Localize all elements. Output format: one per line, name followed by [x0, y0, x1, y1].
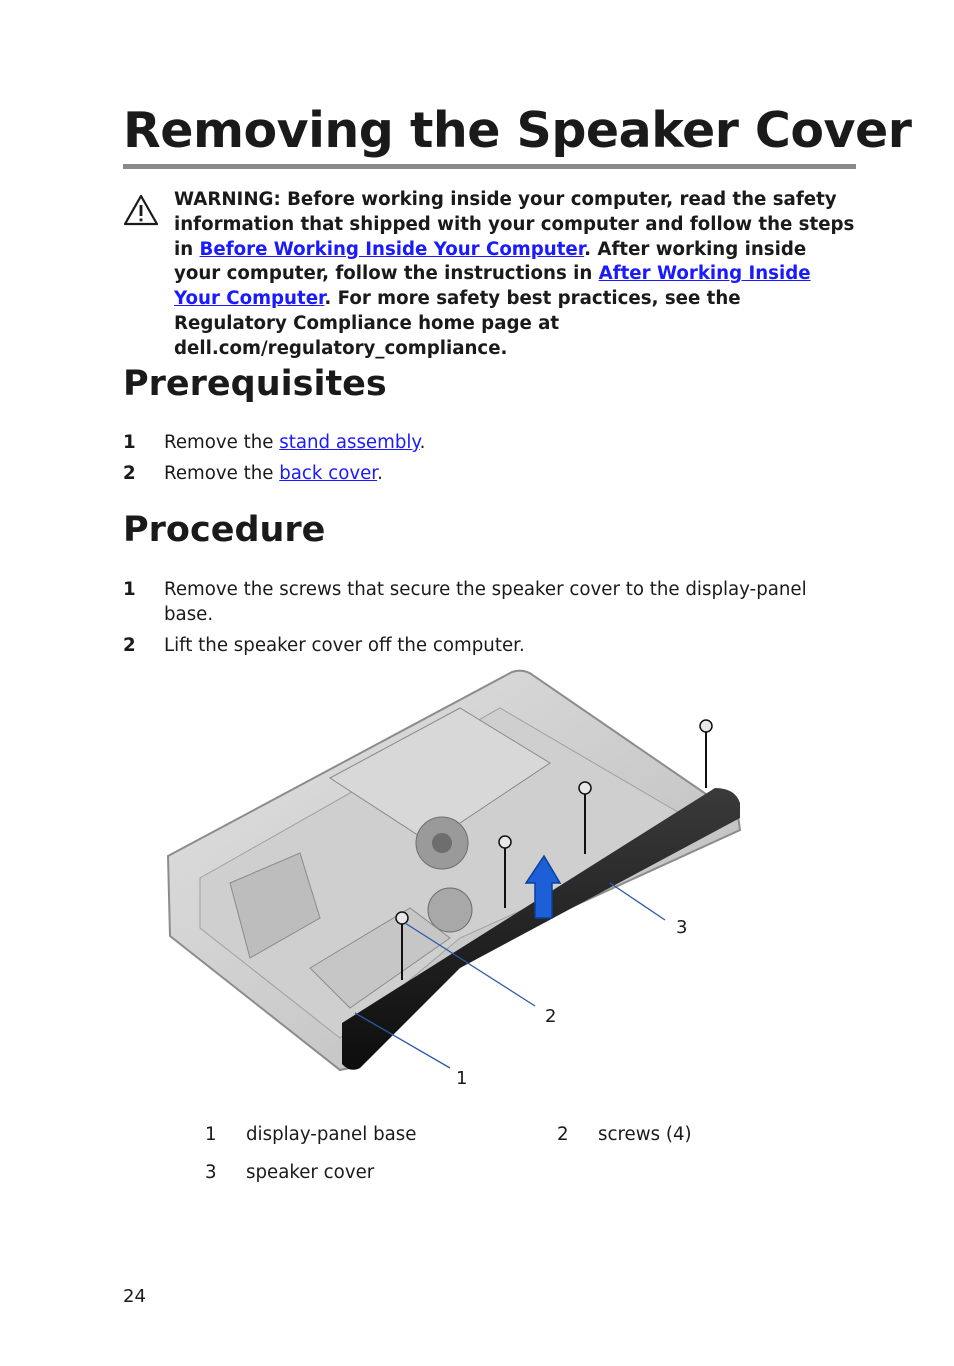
warning-icon: [123, 194, 159, 226]
page-number: 24: [123, 1286, 146, 1307]
legend-item: 2 screws (4): [557, 1124, 692, 1145]
back-cover-link[interactable]: back cover: [279, 463, 378, 484]
computer-illustration: [160, 668, 760, 1098]
before-working-link[interactable]: Before Working Inside Your Computer: [199, 238, 585, 260]
page-title: Removing the Speaker Cover: [123, 100, 856, 169]
screw-3: [579, 782, 591, 794]
callout-1: 1: [456, 1068, 468, 1089]
procedure-step: 1 Remove the screws that secure the speaker cover to the display-panel base.: [123, 579, 807, 625]
procedure-list: [123, 577, 843, 658]
callout-2: 2: [545, 1006, 557, 1027]
screw-2: [499, 836, 511, 848]
legend-item: 3 speaker cover: [205, 1162, 375, 1183]
legend-item: 1 display-panel base: [205, 1124, 417, 1145]
procedure-step: 2 Lift the speaker cover off the computer.: [123, 635, 525, 656]
prerequisites-list: [123, 430, 843, 486]
prerequisite-step: 1 Remove the stand assembly.: [123, 432, 426, 453]
stand-assembly-link[interactable]: stand assembly: [279, 432, 420, 453]
callout-3: 3: [676, 917, 688, 938]
warning-text: WARNING: Before working inside your computer, read the safety information that shipped with your computer and follow the steps in Before Working Inside Your Computer. After working inside your computer, follow the instructions in After Working Inside Your Computer. For more safety best practices, see the Regulatory Compliance home page at dell.com/regulatory_compliance.: [174, 189, 855, 359]
prerequisites-heading: Prerequisites: [123, 364, 387, 404]
after-working-link[interactable]: After Working Inside Your Computer: [174, 263, 811, 310]
prerequisite-step: 2 Remove the back cover.: [123, 463, 383, 484]
procedure-heading: Procedure: [123, 510, 326, 550]
speaker-cover-illustration: [160, 668, 760, 1098]
screw-1: [396, 912, 408, 924]
screw-4: [700, 720, 712, 732]
